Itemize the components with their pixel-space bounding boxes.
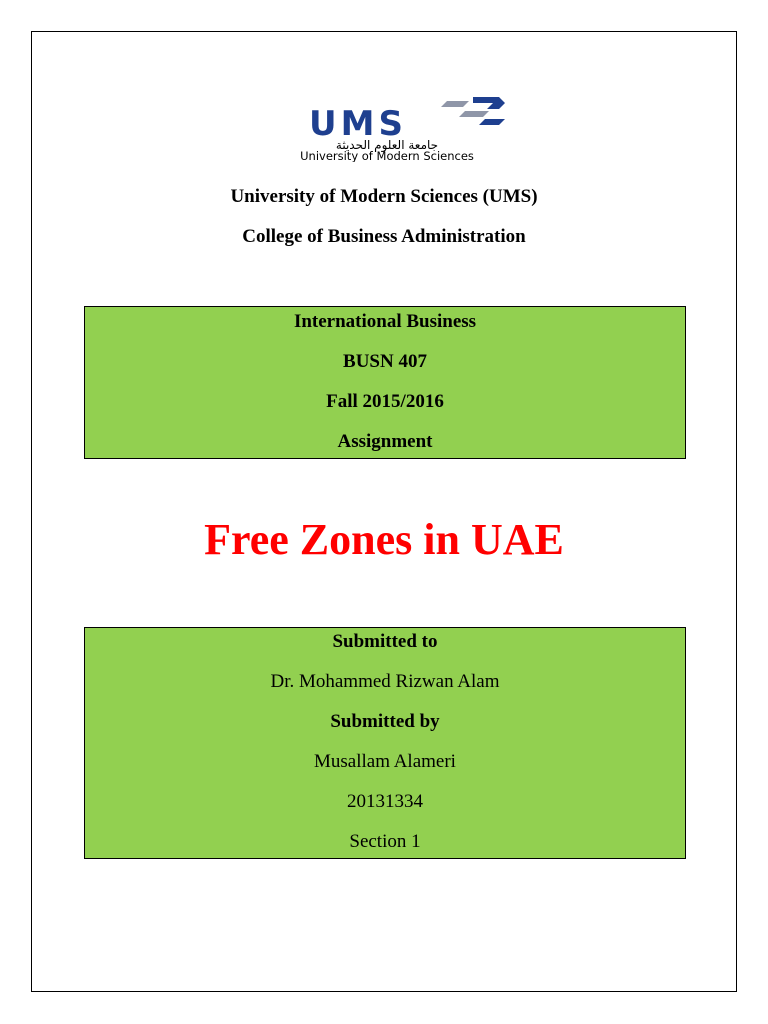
submission-info-box bbox=[84, 627, 686, 859]
college-name: College of Business Administration bbox=[242, 226, 526, 247]
instructor-name: Dr. Mohammed Rizwan Alam bbox=[270, 671, 500, 692]
student-id: 20131334 bbox=[347, 791, 423, 812]
course-code: BUSN 407 bbox=[343, 351, 427, 372]
section: Section 1 bbox=[349, 831, 421, 852]
course-name: International Business bbox=[293, 311, 477, 332]
course-info-box bbox=[84, 306, 686, 459]
university-name: University of Modern Sciences (UMS) bbox=[230, 186, 538, 207]
submitted-by-label: Submitted by bbox=[330, 711, 440, 732]
document-title: Free Zones in UAE bbox=[204, 515, 564, 564]
submitted-to-label: Submitted to bbox=[332, 631, 438, 652]
logo-arabic-text: جامعة العلوم الحديثة bbox=[335, 138, 439, 152]
ums-logo bbox=[237, 97, 537, 162]
logo-wordmark: UMS bbox=[309, 104, 407, 144]
cover-page bbox=[31, 31, 737, 992]
student-name: Musallam Alameri bbox=[314, 751, 456, 772]
document-type: Assignment bbox=[337, 431, 433, 452]
logo-arrows-icon bbox=[441, 97, 505, 125]
course-term: Fall 2015/2016 bbox=[326, 391, 444, 412]
logo-english-text: University of Modern Sciences bbox=[300, 149, 474, 162]
